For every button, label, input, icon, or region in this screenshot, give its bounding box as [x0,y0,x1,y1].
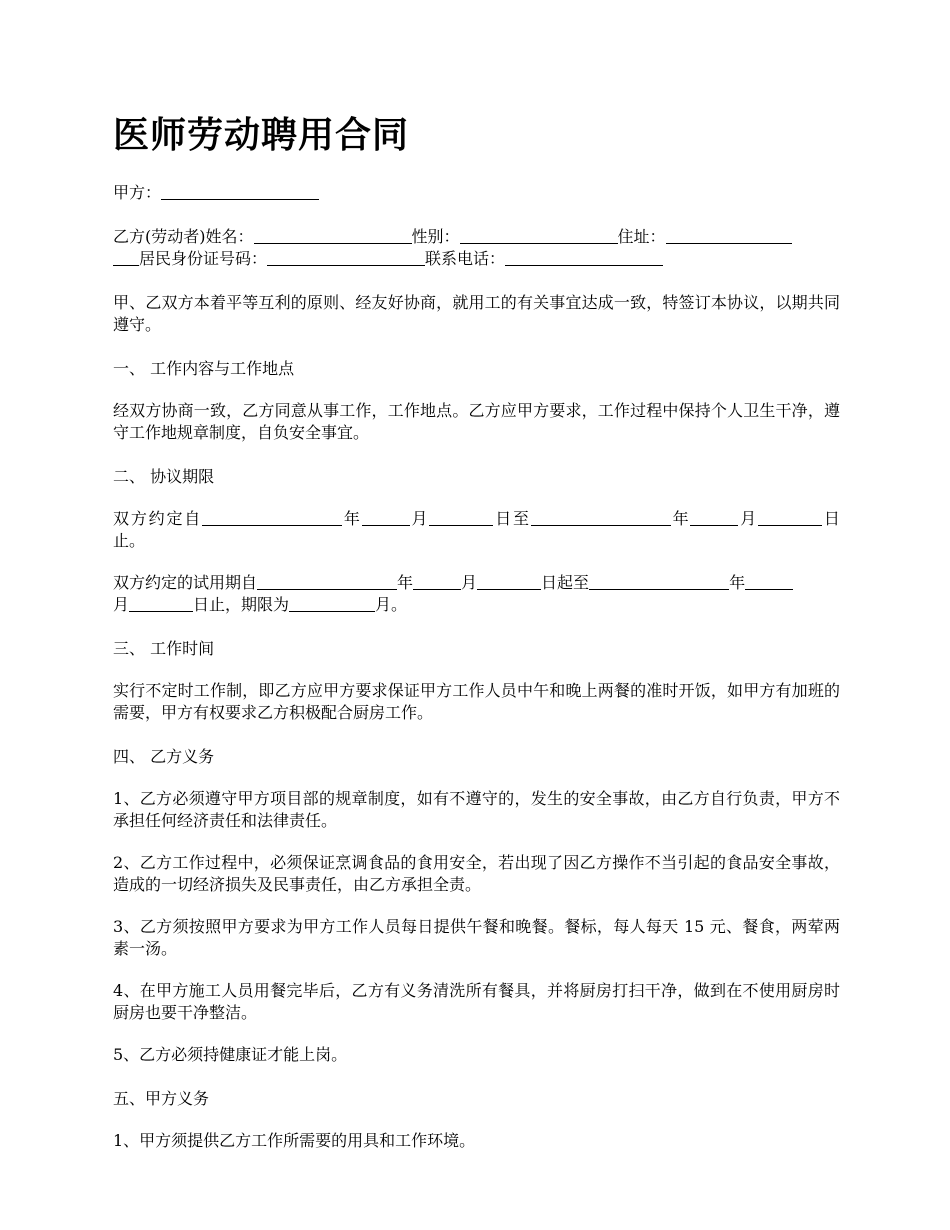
term-end-year-blank[interactable] [531,509,671,526]
term-year-label-2: 年 [670,509,691,528]
section-4-item: 2、乙方工作过程中，必须保证烹调食品的食用安全，若出现了因乙方操作不当引起的食品安全事故，造成的一切经济损失及民事责任，由乙方承担全责。 [113,853,840,894]
probation-start-day-blank[interactable] [477,573,541,590]
probation-start-year-blank[interactable] [257,573,397,590]
party-b-info [113,226,840,270]
probation-end-year-blank[interactable] [589,573,729,590]
section-1-heading: 一、 工作内容与工作地点 [113,359,295,378]
probation-month-label: 月 [461,573,478,592]
party-b-address-label: 住址： [617,227,666,246]
probation-end-month-blank[interactable] [745,573,793,590]
section-4-item: 3、乙方须按照甲方要求为甲方工作人员每日提供午餐和晚餐。餐标，每人每天 15 元、餐食，两荤两素一汤。 [113,917,840,958]
party-b-address-blank[interactable] [666,227,792,244]
section-3-body: 实行不定时工作制，即乙方应甲方要求保证甲方工作人员中午和晚上两餐的准时开饭，如甲方有加班的需要，甲方有权要求乙方积极配合厨房工作。 [113,681,840,722]
document-title: 医师劳动聘用合同 [113,115,410,156]
party-b-phone-label: 联系电话： [425,249,506,268]
section-4-item: 5、乙方必须持健康证才能上岗。 [113,1045,348,1064]
probation-line [113,572,840,616]
party-b-phone-blank[interactable] [505,249,663,266]
probation-day-end-label: 日止，期限为 [193,595,290,614]
party-b-id-label: 居民身份证号码： [139,249,268,268]
party-b-gender-label: 性别： [411,227,460,246]
term-day-label: 日至 [493,509,531,528]
section-5-item: 1、甲方须提供乙方工作所需要的用具和工作环境。 [113,1131,476,1150]
term-start-year-blank[interactable] [202,509,342,526]
section-4-item: 1、乙方必须遵守甲方项目部的规章制度，如有不遵守的，发生的安全事故，由乙方自行负责，甲方不承担任何经济责任和法律责任。 [113,789,840,830]
probation-end-day-blank[interactable] [129,595,193,612]
intro-paragraph: 甲、乙双方本着平等互利的原则、经友好协商，就用工的有关事宜达成一致，特签订本协议，以期共同遵守。 [113,293,840,334]
section-5-heading: 五、甲方义务 [113,1089,210,1108]
term-end-month-blank[interactable] [690,509,738,526]
probation-year-label-2: 年 [729,573,746,592]
probation-start-month-blank[interactable] [413,573,461,590]
term-line [113,508,840,552]
party-a-label: 甲方： [113,183,162,202]
term-from-label: 双方约定自 [113,509,203,528]
section-1-body: 经双方协商一致，乙方同意从事工作，工作地点。乙方应甲方要求，工作过程中保持个人卫生干净，遵守工作地规章制度，自负安全事宜。 [113,401,840,442]
section-2-heading: 二、 协议期限 [113,467,215,486]
probation-day-from-label: 日起至 [541,573,590,592]
section-4-heading: 四、 乙方义务 [113,747,215,766]
probation-from-label: 双方约定的试用期自 [113,573,258,592]
probation-months-label: 月。 [375,595,408,614]
party-b-gender-blank[interactable] [460,227,618,244]
probation-month-label-2: 月 [113,595,130,614]
section-4-item: 4、在甲方施工人员用餐完毕后，乙方有义务清洗所有餐具，并将厨房打扫干净，做到在不使用厨房时厨房也要干净整洁。 [113,981,840,1022]
term-start-day-blank[interactable] [429,509,493,526]
party-b-address-blank-cont[interactable] [113,249,139,266]
party-b-name-blank[interactable] [254,227,412,244]
section-3-heading: 三、 工作时间 [113,639,215,658]
term-month-label-2: 月 [738,509,759,528]
term-end-day-blank[interactable] [758,509,822,526]
probation-year-label: 年 [397,573,414,592]
party-a-blank[interactable] [161,183,319,200]
probation-months-blank[interactable] [289,595,375,612]
document-content [113,112,840,1152]
term-end-label: 日止。 [113,509,840,550]
party-a-line [113,182,840,204]
party-b-id-blank[interactable] [267,249,425,266]
term-year-label: 年 [342,509,362,528]
term-start-month-blank[interactable] [362,509,410,526]
term-month-label: 月 [409,509,430,528]
party-b-name-label: 乙方(劳动者)姓名： [113,227,254,246]
